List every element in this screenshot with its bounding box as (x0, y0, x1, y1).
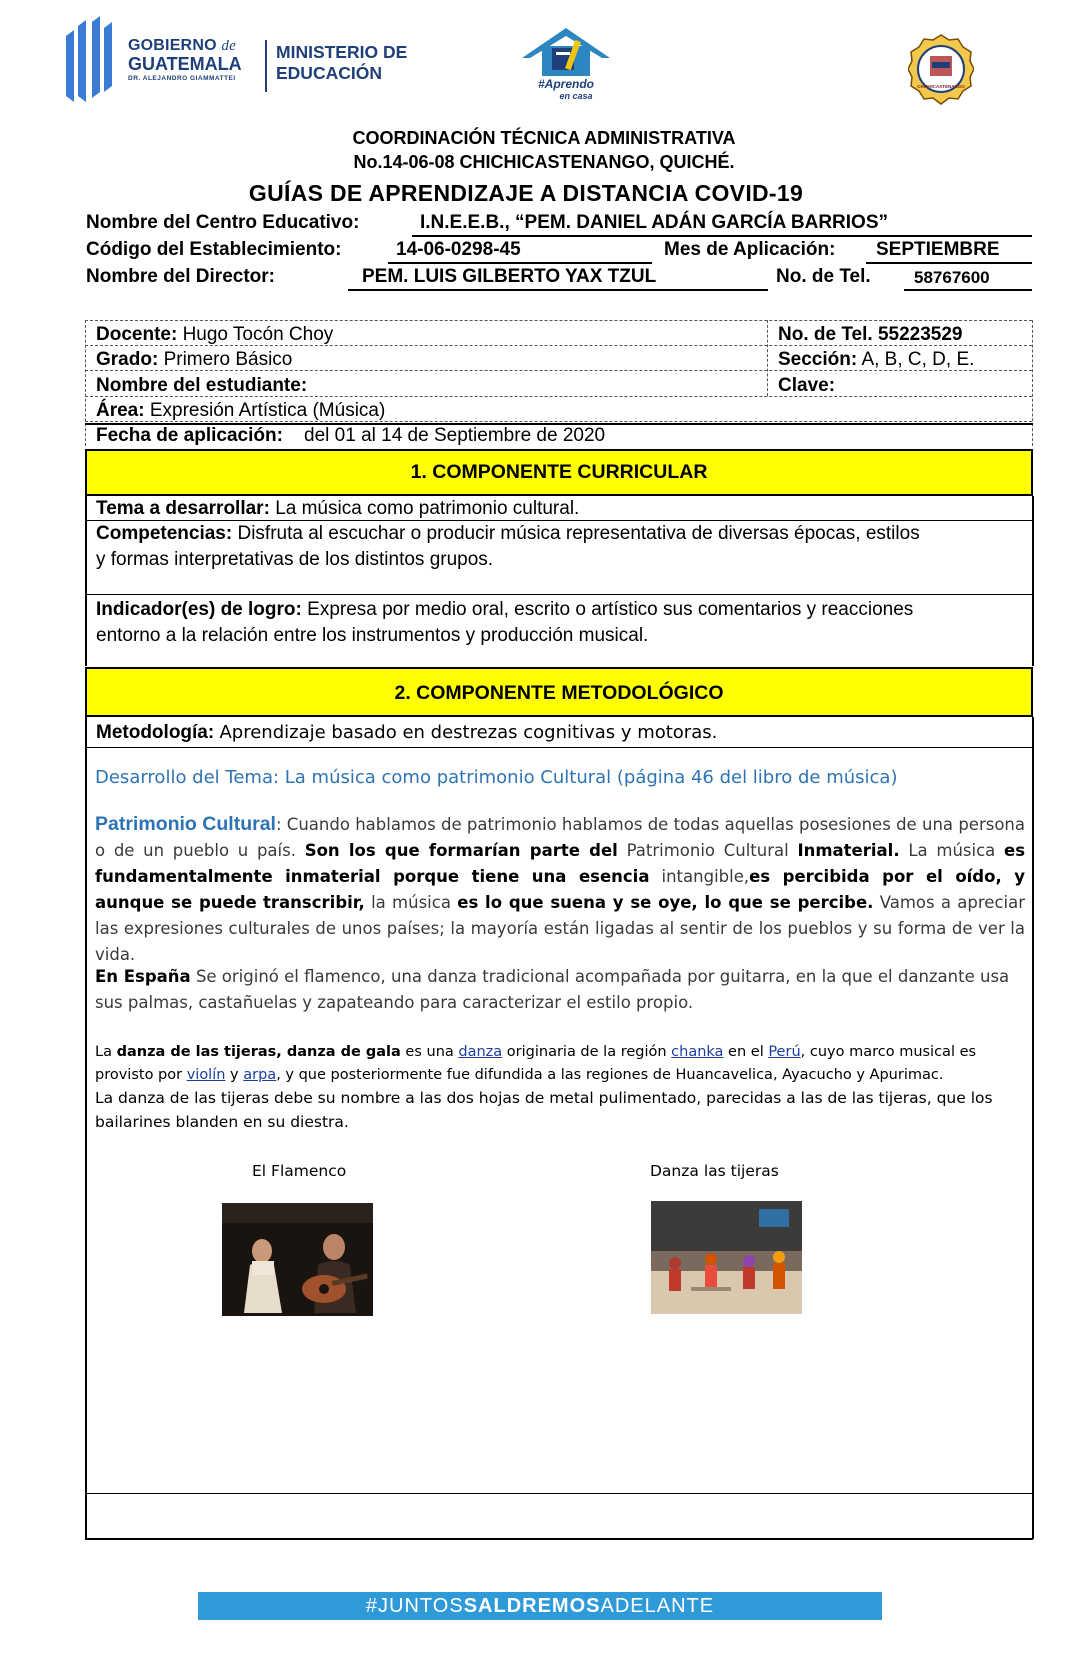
table-col-divider (767, 320, 768, 396)
fecha-cell: Fecha de aplicación: del 01 al 14 de Septiembre de 2020 (96, 425, 606, 446)
ministry-logo-text: MINISTERIO DE EDUCACIÓN (276, 42, 408, 83)
espana-paragraph: En España Se originó el flamenco, una danza tradicional acompañada por guitarra, en la que el danzante usa sus palmas, castañuelas y zapateando para caracterizar el estilo propio. (95, 967, 1010, 1012)
flamenco-photo (222, 1203, 373, 1316)
competencias-paragraph: Competencias: Disfruta al escuchar o producir música representativa de diversas épocas, estilos y formas interpretativas de los distintos grupos. (96, 523, 920, 570)
coordination-code-place: No.14-06-08 CHICHICASTENANGO, QUICHÉ. (353, 152, 735, 172)
svg-text:CHICHICASTENANGO: CHICHICASTENANGO (917, 84, 965, 89)
c2-left-border (85, 717, 87, 1539)
table-right-border (1032, 320, 1033, 446)
c1-row-divider (85, 594, 1033, 595)
guatemala-flag-bars-icon (66, 16, 112, 102)
peru-link[interactable]: Perú (768, 1044, 801, 1060)
tijeras-caption: Danza las tijeras (650, 1162, 779, 1180)
violin-link[interactable]: violín (186, 1067, 226, 1083)
code-value: 14-06-0298-45 (396, 239, 521, 260)
indicador-paragraph: Indicador(es) de logro: Expresa por medio oral, escrito o artístico sus comentarios y reacciones entorno a la relación entre los instrumentos y producción musical. (96, 599, 914, 646)
month-underline (866, 262, 1032, 264)
aprendo-en-casa-logo-icon (520, 26, 612, 102)
danza-link[interactable]: danza (458, 1044, 503, 1060)
metodologia-paragraph: Metodología: Aprendizaje basado en destrezas cognitivas y motoras. (96, 722, 718, 743)
student-name-cell: Nombre del estudiante: (96, 375, 308, 396)
c1-left-border (85, 496, 87, 666)
director-label: Nombre del Director: (86, 266, 275, 287)
c2-row-divider (85, 1493, 1033, 1494)
curricular-component-header: 1. COMPONENTE CURRICULAR (85, 449, 1033, 496)
phone-value: 58767600 (914, 268, 990, 287)
director-value: PEM. LUIS GILBERTO YAX TZUL (362, 266, 657, 287)
center-underline (412, 235, 1032, 237)
footer-banner: #JUNTOSSALDREMOSADELANTE (198, 1592, 882, 1620)
flamenco-caption: El Flamenco (252, 1162, 347, 1180)
table-row-divider (85, 345, 1032, 346)
month-label: Mes de Aplicación: (664, 239, 836, 260)
chanka-link[interactable]: chanka (671, 1044, 724, 1060)
svg-text:en casa: en casa (559, 91, 593, 101)
code-label: Código del Establecimiento: (86, 239, 342, 260)
docente-cell: Docente: Hugo Tocón Choy (96, 324, 334, 345)
school-seal-icon (908, 34, 974, 106)
director-underline (348, 289, 768, 291)
arpa-link[interactable]: arpa (243, 1067, 277, 1083)
center-label: Nombre del Centro Educativo: (86, 212, 360, 233)
svg-text:#Aprendo: #Aprendo (537, 77, 595, 91)
coordination-title: COORDINACIÓN TÉCNICA ADMINISTRATIVA (352, 128, 736, 148)
danza-tijeras-photo (651, 1201, 802, 1314)
phone-label: No. de Tel. (776, 266, 871, 287)
c2-right-border (1032, 717, 1034, 1539)
logo-divider (265, 40, 267, 92)
phone-underline (904, 289, 1032, 291)
center-value: I.N.E.E.B., “PEM. DANIEL ADÁN GARCÍA BARRIOS” (420, 212, 888, 233)
c1-right-border (1032, 496, 1034, 666)
table-left-border (85, 320, 86, 446)
table-row-divider (85, 421, 1032, 422)
area-cell: Área: Expresión Artística (Música) (96, 400, 386, 421)
clave-cell: Clave: (778, 375, 836, 396)
table-top-border (85, 320, 1032, 321)
code-underline (388, 262, 652, 264)
danza-tijeras-paragraph: La danza de las tijeras, danza de gala es una danza originaria de la región chanka en el Perú, cuyo marco musical es provisto por violín y arpa, y que posteriormente fue difundida a las regiones de Huancavelica, Ayacucho y Apurimac. La danza de las tijeras debe su nombre a las dos hojas de metal pulimentado, parecidas a las de las tijeras, que los bailarines blanden en su diestra. (95, 1044, 993, 1131)
desarrollo-heading: Desarrollo del Tema: La música como patrimonio Cultural (página 46 del libro de música) (95, 767, 898, 788)
tema-paragraph: Tema a desarrollar: La música como patrimonio cultural. (96, 498, 580, 519)
guide-title: GUÍAS DE APRENDIZAJE A DISTANCIA COVID-19 (248, 180, 804, 206)
table-row-divider (85, 370, 1032, 371)
methodological-component-header: 2. COMPONENTE METODOLÓGICO (85, 667, 1033, 717)
teacher-phone-cell: No. de Tel. 55223529 (778, 324, 963, 345)
table-row-divider (85, 396, 1032, 397)
seccion-cell: Sección: A, B, C, D, E. (778, 349, 975, 370)
government-logo-text: GOBIERNO de GUATEMALA DR. ALEJANDRO GIAMMATTEI (128, 37, 242, 82)
c2-row-divider (85, 747, 1033, 748)
patrimonio-paragraph: Patrimonio Cultural: Cuando hablamos de patrimonio hablamos de todas aquellas posesiones de una persona o de un pueblo u país. Son los que formarían parte del Patrimonio Cultural Inmaterial. La música es fundamentalmente inmaterial porque tiene una esencia intangible,es percibida por el oído, y aunque se puede transcribir, la música es lo que suena y se oye, lo que se percibe. Vamos a apreciar las expresiones culturales de unos países; la mayoría están ligadas al sentir de los pueblos y su forma de ver la vida. (95, 813, 1026, 964)
grado-cell: Grado: Primero Básico (96, 349, 293, 370)
month-value: SEPTIEMBRE (876, 239, 1000, 260)
c2-bottom-border (85, 1538, 1033, 1540)
